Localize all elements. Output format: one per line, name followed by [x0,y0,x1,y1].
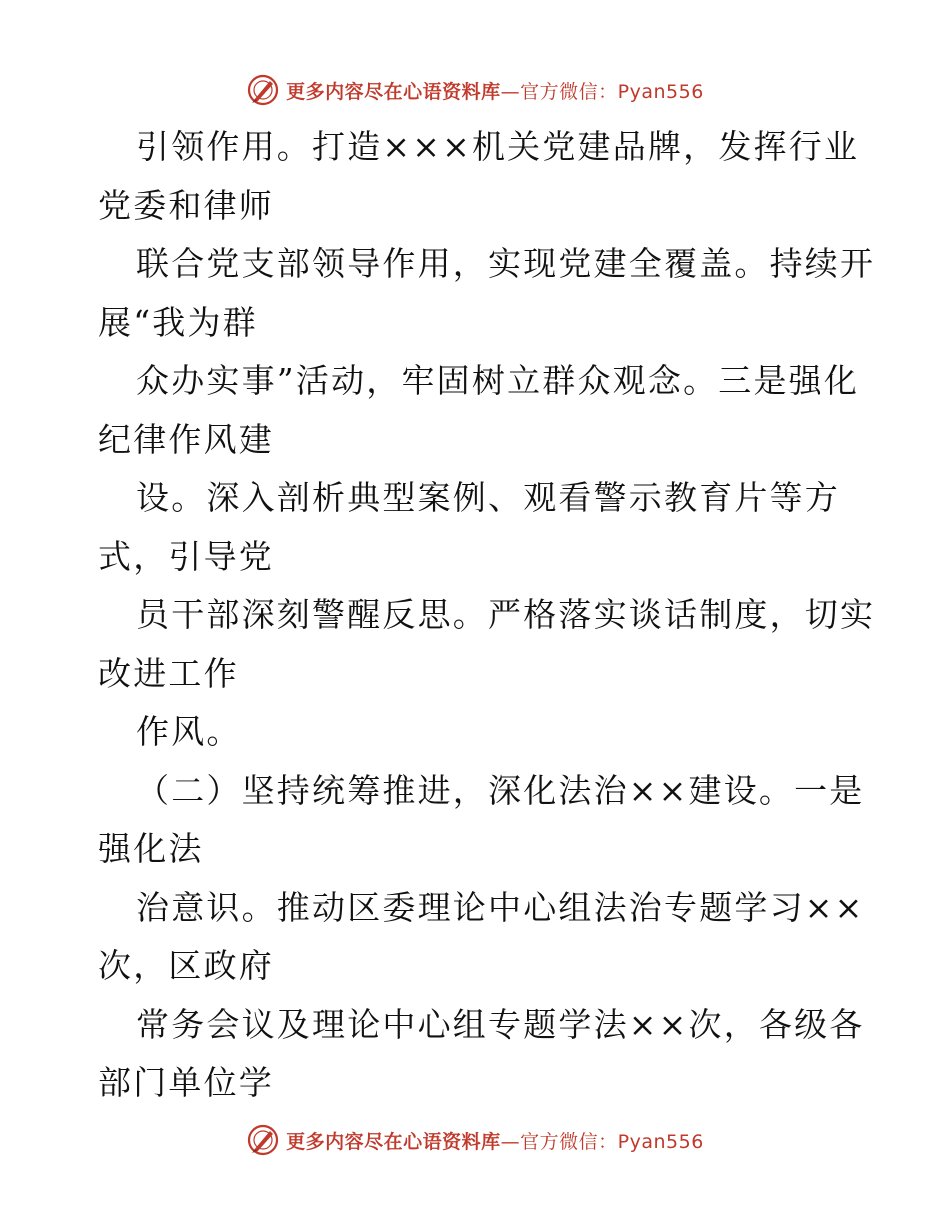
text-line-2: 党委和律师 [98,185,274,225]
text-line-5: 众办实事”活动，牢固树立群众观念。三是强化 [136,361,860,400]
footer-contact: 官方微信：Pyan556 [520,1130,704,1153]
document-body [98,118,876,1113]
text-line-6: 纪律作风建 [98,419,274,459]
text-line-10: 改进工作 [98,653,239,693]
footer-watermark [0,1120,950,1160]
text-line-14: 治意识。推动区委理论中心组法治专题学习×× [136,887,865,927]
header-contact: 官方微信：Pyan556 [520,80,704,103]
text-line-7: 设。深入剖析典型案例、观看警示教育片等方 [136,478,840,517]
text-line-16: 常务会议及理论中心组专题学法××次，各级各 [136,1004,865,1044]
footer-brand: 更多内容尽在心语资料库 [286,1130,501,1153]
text-line-3: 联合党支部领导作用，实现党建全覆盖。持续开 [136,244,876,283]
footer-separator: — [500,1130,521,1153]
text-line-11: 作风。 [136,712,242,751]
header-brand: 更多内容尽在心语资料库 [286,80,501,103]
text-line-8: 式，引导党 [98,536,274,576]
header-watermark [0,70,950,110]
section-heading-line: （二）坚持统筹推进，深化法治××建设。一是 [136,770,865,810]
text-line-1: 引领作用。打造×××机关党建品牌，发挥行业 [136,127,860,166]
footer-banner-text [286,1127,704,1154]
header-separator: — [500,80,521,103]
text-line-4: 展“我为群 [98,302,258,342]
quill-logo-icon [246,73,280,107]
quill-logo-icon [246,1123,280,1157]
text-line-17: 部门单位学 [98,1063,274,1102]
text-line-9: 员干部深刻警醒反思。严格落实谈话制度，切实 [136,595,876,634]
header-banner-text [286,77,704,104]
text-line-13: 强化法 [98,829,204,868]
text-line-15: 次，区政府 [98,946,274,985]
